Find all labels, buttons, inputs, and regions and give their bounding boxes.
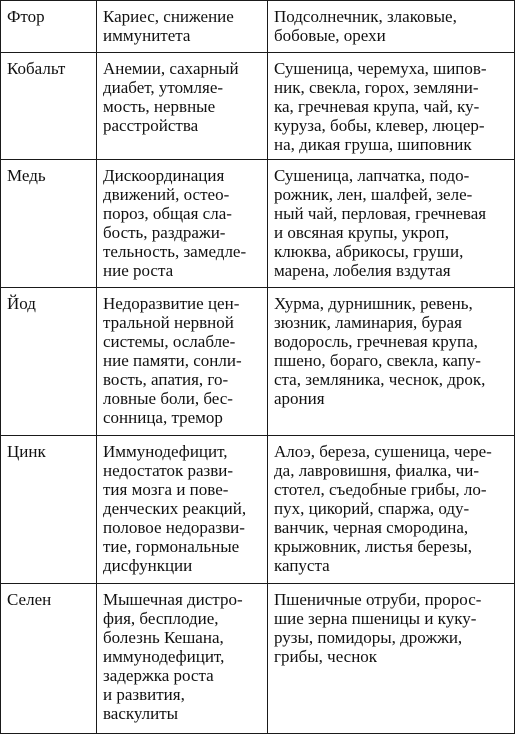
deficiency-text-line: болезнь Кешана, (103, 628, 224, 647)
deficiency-text-line: движений, остео- (103, 185, 230, 204)
sources-text-line: рожник, лен, шалфей, зеле- (274, 185, 473, 204)
sources-text-line: на, дикая груша, шиповник (274, 135, 472, 154)
sources-text-line: да, лавровишня, фиалка, чи- (274, 461, 480, 480)
deficiency-cell (97, 288, 268, 436)
sources-text-line: клюква, абрикосы, груши, (274, 242, 464, 261)
sources-text-line: капуста (274, 556, 330, 575)
deficiency-cell (97, 160, 268, 288)
sources-text-line: Хурма, дурнишник, ревень, (274, 294, 473, 313)
deficiency-text-line: Дискоординация (103, 166, 225, 185)
sources-text-line: грибы, чеснок (274, 647, 378, 666)
table-row (1, 436, 515, 584)
deficiency-text-line: и развития, (103, 685, 185, 704)
deficiency-cell (97, 584, 268, 734)
deficiency-text-line: ние памяти, сонли- (103, 351, 242, 370)
deficiency-text-line: задержка роста (103, 666, 214, 685)
deficiency-text-line: дисфункции (103, 556, 193, 575)
deficiency-text-line: васкулиты (103, 704, 179, 723)
sources-cell (268, 53, 515, 160)
sources-text-line: бобовые, орехи (274, 26, 386, 45)
deficiency-text-line: ние роста (103, 261, 174, 280)
sources-text-line: ванчик, черная смородина, (274, 518, 469, 537)
sources-text-line: Алоэ, береза, сушеница, чере- (274, 442, 492, 461)
sources-text-line: водоросль, гречневая крупа, (274, 332, 478, 351)
deficiency-cell (97, 436, 268, 584)
element-name: Цинк (7, 442, 46, 461)
sources-text-line: стотел, съедобные грибы, ло- (274, 480, 487, 499)
deficiency-text-line: Недоразвитие цен- (103, 294, 240, 313)
sources-cell (268, 436, 515, 584)
sources-text-line: Сушеница, черемуха, шипов- (274, 59, 487, 78)
table-body (1, 1, 515, 734)
sources-cell (268, 1, 515, 53)
element-name: Кобальт (7, 59, 66, 78)
sources-text-line: зюзник, ламинария, бурая (274, 313, 462, 332)
sources-text-line: ста, земляника, чеснок, дрок, (274, 370, 486, 389)
sources-text-line: шие зерна пшеницы и куку- (274, 609, 477, 628)
deficiency-text-line: иммунодефицит, (103, 647, 225, 666)
element-cell (1, 288, 97, 436)
sources-cell (268, 584, 515, 734)
sources-text-line: рузы, помидоры, дрожжи, (274, 628, 463, 647)
table-row (1, 53, 515, 160)
deficiency-text-line: половое недоразви- (103, 518, 245, 537)
table-row (1, 1, 515, 53)
deficiency-text-line: ловные боли, бес- (103, 389, 233, 408)
sources-text-line: ник, свекла, горох, земляни- (274, 78, 479, 97)
element-name: Медь (7, 166, 46, 185)
deficiency-cell (97, 1, 268, 53)
sources-text-line: пшено, бораго, свекла, капу- (274, 351, 481, 370)
deficiency-text-line: пороз, общая сла- (103, 204, 232, 223)
element-cell (1, 53, 97, 160)
sources-text-line: марена, лобелия вздутая (274, 261, 451, 280)
element-cell (1, 436, 97, 584)
sources-text-line: и овсяная крупы, укроп, (274, 223, 450, 242)
deficiency-cell (97, 53, 268, 160)
table-row (1, 584, 515, 734)
deficiency-text-line: иммунитета (103, 26, 191, 45)
table-row (1, 288, 515, 436)
sources-text-line: ка, гречневая крупа, чай, ку- (274, 97, 480, 116)
table-row (1, 160, 515, 288)
deficiency-text-line: тие, гормональные (103, 537, 240, 556)
deficiency-text-line: Анемии, сахарный (103, 59, 239, 78)
deficiency-text-line: фия, бесплодие, (103, 609, 219, 628)
sources-text-line: куруза, бобы, клевер, люцер- (274, 116, 485, 135)
sources-text-line: арония (274, 389, 325, 408)
deficiency-text-line: системы, ослабле- (103, 332, 236, 351)
deficiency-text-line: Иммунодефицит, (103, 442, 228, 461)
deficiency-text-line: недостаток разви- (103, 461, 234, 480)
element-name: Селен (7, 590, 52, 609)
element-cell (1, 584, 97, 734)
sources-text-line: Подсолнечник, злаковые, (274, 7, 457, 26)
sources-cell (268, 160, 515, 288)
element-cell (1, 160, 97, 288)
deficiency-text-line: расстройства (103, 116, 199, 135)
deficiency-text-line: Мышечная дистро- (103, 590, 243, 609)
element-name: Фтор (7, 7, 45, 26)
sources-text-line: Пшеничные отруби, пророс- (274, 590, 482, 609)
deficiency-text-line: диабет, утомляе- (103, 78, 224, 97)
deficiency-text-line: тия мозга и пове- (103, 480, 229, 499)
deficiency-text-line: тральной нервной (103, 313, 234, 332)
deficiency-text-line: вость, апатия, го- (103, 370, 229, 389)
element-name: Йод (7, 294, 36, 313)
sources-cell (268, 288, 515, 436)
deficiency-text-line: денческих реакций, (103, 499, 247, 518)
element-cell (1, 1, 97, 53)
deficiency-text-line: бость, раздражи- (103, 223, 226, 242)
sources-text-line: крыжовник, листья березы, (274, 537, 472, 556)
deficiency-text-line: Кариес, снижение (103, 7, 234, 26)
sources-text-line: ный чай, перловая, гречневая (274, 204, 487, 223)
deficiency-text-line: мость, нервные (103, 97, 216, 116)
sources-text-line: Сушеница, лапчатка, подо- (274, 166, 470, 185)
deficiency-text-line: сонница, тремор (103, 408, 223, 427)
sources-text-line: пух, цикорий, спаржа, оду- (274, 499, 470, 518)
deficiency-text-line: тельность, замедле- (103, 242, 247, 261)
